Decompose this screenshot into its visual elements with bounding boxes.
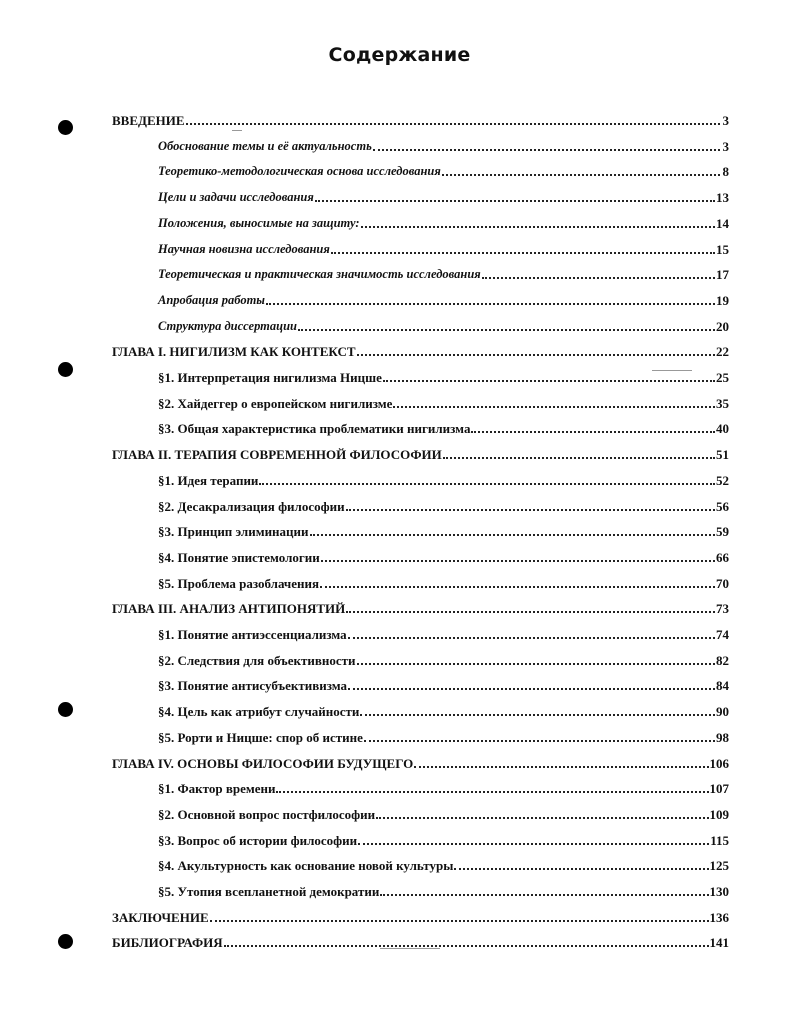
toc-leader-dots	[414, 766, 708, 768]
toc-entry	[158, 365, 729, 385]
toc-leader-dots	[443, 457, 715, 459]
toc-leader-dots	[259, 483, 715, 485]
punch-hole-4	[58, 934, 73, 949]
toc-entry	[158, 853, 729, 873]
toc-entry	[158, 519, 729, 539]
toc-entry-page: 109	[709, 806, 729, 822]
toc-leader-dots	[346, 509, 715, 511]
toc-leader-dots	[361, 226, 715, 228]
toc-leader-dots	[224, 945, 709, 947]
toc-entry-page: 141	[709, 935, 729, 951]
punch-hole-2	[58, 362, 73, 377]
toc-entry	[158, 468, 729, 488]
toc-entry-title: §5. Утопия всепланетной демократии	[158, 884, 380, 899]
toc-entry	[112, 108, 729, 128]
toc-entry-page: 8	[722, 164, 729, 180]
toc-entry-page: 115	[710, 832, 729, 848]
toc-entry-page: 66	[716, 549, 729, 565]
toc-entry-page: 59	[716, 524, 729, 540]
toc-entry-title: Цели и задачи исследования	[158, 190, 314, 205]
toc-entry	[112, 930, 729, 950]
toc-entry-page: 84	[716, 678, 729, 694]
toc-entry-title: Апробация работы	[158, 292, 265, 307]
punch-hole-3	[58, 702, 73, 717]
toc-entry-title: §3. Понятие антисубъективизма	[158, 678, 348, 694]
toc-entry	[158, 237, 729, 257]
toc-leader-dots	[320, 586, 715, 588]
toc-leader-dots	[364, 740, 715, 742]
toc-leader-dots	[471, 431, 715, 433]
toc-entry-title: §2. Десакрализация философии	[158, 498, 345, 514]
toc-entry-title: Структура диссертации	[158, 318, 298, 333]
toc-entry-title: §2. Основной вопрос постфилософии	[158, 806, 376, 822]
toc-entry-title: ВВЕДЕНИЕ	[112, 113, 185, 128]
toc-entry	[158, 725, 729, 745]
toc-entry-title: §4. Цель как атрибут случайности	[158, 704, 360, 720]
toc-entry	[158, 776, 729, 796]
toc-entry-page: 15	[716, 241, 729, 257]
toc-leader-dots	[346, 611, 715, 613]
toc-entry	[158, 494, 729, 514]
toc-entry-title: §1. Идея терапии	[158, 472, 259, 488]
toc-entry	[158, 648, 729, 668]
toc-leader-dots	[376, 817, 708, 819]
toc-leader-dots	[383, 380, 715, 382]
toc-entry	[158, 288, 729, 308]
toc-leader-dots	[310, 534, 715, 536]
toc-entry	[158, 699, 729, 719]
toc-entry-title: ГЛАВА III. АНАЛИЗ АНТИПОНЯТИЙ	[112, 601, 346, 617]
toc-entry-page: 130	[709, 884, 729, 899]
toc-entry-title: ГЛАВА II. ТЕРАПИЯ СОВРЕМЕННОЙ ФИЛОСОФИИ	[112, 447, 442, 463]
toc-leader-dots	[321, 560, 715, 562]
toc-entry-page: 14	[716, 215, 729, 231]
toc-entry-page: 22	[716, 344, 729, 360]
toc-entry-title: §5. Проблема разоблачения	[158, 575, 320, 591]
toc-entry	[158, 545, 729, 565]
toc-entry	[158, 571, 729, 591]
toc-entry-page: 107	[709, 781, 729, 797]
toc-entry	[158, 134, 729, 154]
toc-entry-page: 73	[716, 601, 729, 617]
toc-leader-dots	[348, 688, 715, 690]
toc-entry-page: 90	[716, 704, 729, 720]
toc-leader-dots	[454, 868, 708, 870]
toc-entry-page: 74	[716, 627, 729, 642]
toc-entry-title: §1. Интерпретация нигилизма Ницше	[158, 370, 382, 385]
toc-entry-title: Теоретическая и практическая значимость исследования	[158, 267, 481, 282]
toc-entry-title: §3. Общая характеристика проблематики нигилизма	[158, 421, 471, 437]
toc-entry	[158, 262, 729, 282]
toc-leader-dots	[442, 174, 720, 176]
toc-leader-dots	[348, 637, 715, 639]
toc-leader-dots	[331, 252, 715, 254]
toc-leader-dots	[482, 277, 715, 279]
toc-leader-dots	[357, 354, 715, 356]
toc-entry	[112, 751, 729, 771]
toc-leader-dots	[315, 200, 715, 202]
toc-entry	[158, 622, 729, 642]
toc-entry-title: §4. Акультурность как основание новой культуры	[158, 858, 454, 874]
toc-entry	[158, 879, 729, 899]
toc-entry-title: §3. Вопрос об истории философии	[158, 832, 358, 848]
toc-entry-page: 70	[716, 575, 729, 591]
toc-entry	[112, 596, 729, 616]
toc-leader-dots	[393, 406, 715, 408]
toc-entry	[158, 828, 729, 848]
toc-leader-dots	[358, 843, 709, 845]
toc-entry-title: ЗАКЛЮЧЕНИЕ	[112, 909, 209, 925]
toc-leader-dots	[276, 791, 708, 793]
toc-entry-page: 3	[722, 113, 729, 128]
toc-leader-dots	[210, 920, 709, 922]
toc-leader-dots	[360, 714, 715, 716]
toc-leader-dots	[373, 149, 720, 151]
toc-entry-page: 82	[716, 652, 729, 668]
scan-speck	[232, 130, 242, 131]
toc-entry	[158, 802, 729, 822]
toc-entry-title: Теоретико-методологическая основа исследования	[158, 164, 441, 179]
toc-entry-title: §3. Принцип элиминации	[158, 524, 309, 540]
toc-entry-page: 17	[716, 267, 729, 283]
toc-leader-dots	[266, 303, 715, 305]
toc-entry-title: §5. Рорти и Ницше: спор об истине	[158, 729, 363, 745]
toc-entry-title: ГЛАВА IV. ОСНОВЫ ФИЛОСОФИИ БУДУЩЕГО	[112, 755, 414, 771]
toc-entry	[158, 211, 729, 231]
toc-entry-page: 3	[722, 138, 729, 154]
toc-entry	[158, 314, 729, 334]
toc-entry-page: 40	[716, 421, 729, 437]
toc-entry	[158, 185, 729, 205]
toc-entry	[158, 416, 729, 436]
toc-entry-title: Положения, выносимые на защиту:	[158, 215, 360, 230]
toc-entry-page: 35	[716, 395, 729, 411]
toc-entry	[112, 905, 729, 925]
punch-hole-1	[58, 120, 73, 135]
toc-entry	[112, 442, 729, 462]
toc-entry-title: §2. Хайдеггер о европейском нигилизме	[158, 395, 393, 411]
toc-entry-page: 51	[716, 447, 729, 463]
toc-entry-title: §4. Понятие эпистемологии	[158, 549, 320, 565]
toc-entry-page: 125	[709, 858, 729, 874]
toc-entry-title: §1. Понятие антиэссенциализма	[158, 627, 347, 642]
toc-entry-page: 25	[716, 370, 729, 385]
toc-entry-title: Научная новизна исследования	[158, 241, 330, 256]
toc-leader-dots	[298, 329, 715, 331]
toc-entry-title: ГЛАВА I. НИГИЛИЗМ КАК КОНТЕКСТ	[112, 344, 356, 360]
toc-entry-page: 52	[716, 472, 729, 488]
toc-entry-title: Обоснование темы и её актуальность	[158, 138, 372, 153]
toc-entry	[112, 339, 729, 359]
toc-entry-page: 19	[716, 292, 729, 308]
toc-entry-page: 98	[716, 729, 729, 745]
toc-entry	[158, 159, 729, 179]
toc-entry	[158, 391, 729, 411]
toc-entry-page: 136	[709, 909, 729, 925]
toc-entry-title: §1. Фактор времени	[158, 781, 276, 797]
toc-entry-page: 56	[716, 498, 729, 514]
page-title: Содержание	[328, 44, 471, 66]
toc-entry-page: 13	[716, 190, 729, 206]
toc-entry-title: §2. Следствия для объективности	[158, 652, 356, 668]
toc-entry-title: БИБЛИОГРАФИЯ	[112, 935, 223, 951]
toc-leader-dots	[357, 663, 715, 665]
toc-entry	[158, 673, 729, 693]
toc-entry-page: 106	[709, 755, 729, 771]
toc-leader-dots	[186, 123, 720, 125]
toc-leader-dots	[380, 894, 708, 896]
toc-entry-page: 20	[716, 318, 729, 334]
